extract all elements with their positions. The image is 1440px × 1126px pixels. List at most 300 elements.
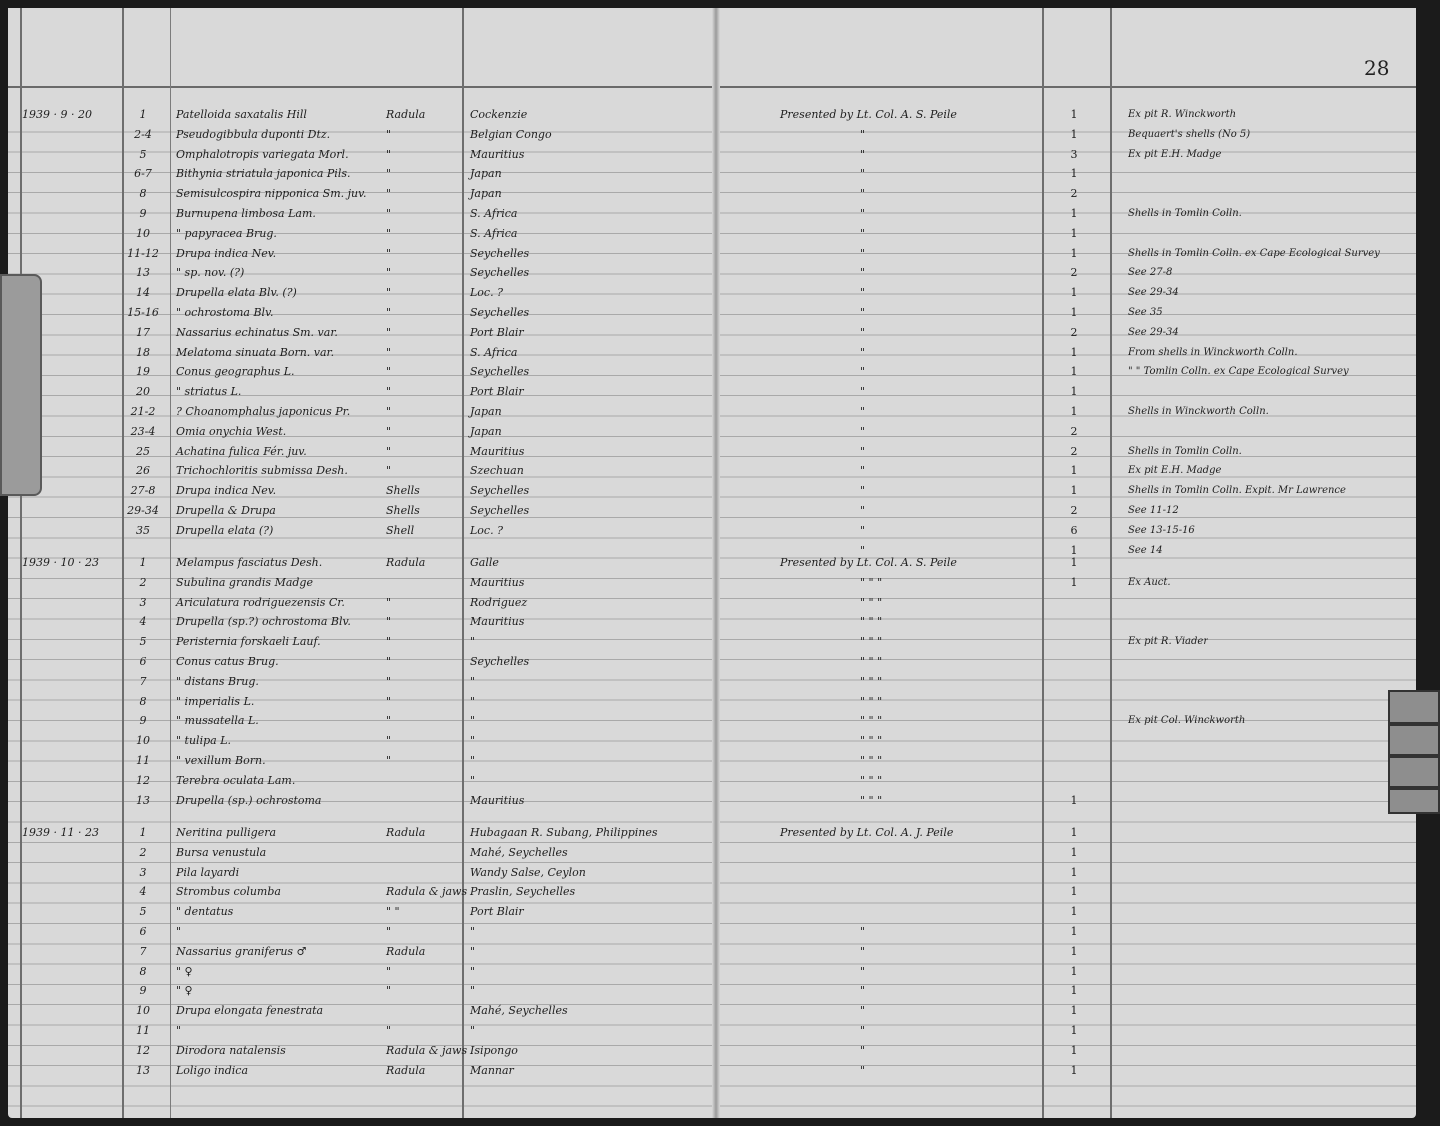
locality: " [470, 714, 476, 728]
locality: S. Africa [470, 345, 518, 359]
donor: " " " [860, 615, 883, 629]
donor: " " " [860, 635, 883, 649]
specimen-part: " [386, 306, 392, 319]
donor: " [860, 187, 866, 201]
remarks: Ex pit Col. Winckworth [1128, 715, 1246, 727]
species-name: Achatina fulica Fér. juv. [176, 444, 307, 458]
species-name: Nassarius graniferus ♂ [176, 944, 307, 958]
species-name: " ochrostoma Blv. [176, 306, 274, 319]
specimen-count: 1 [1070, 365, 1078, 379]
entry-number: 4 [139, 615, 147, 629]
entry-number: 8 [139, 694, 147, 708]
specimen-count: 2 [1070, 325, 1078, 339]
species-name: Drupella (sp.) ochrostoma [176, 793, 322, 807]
donor: " " " [860, 595, 883, 609]
specimen-count: 1 [1070, 865, 1078, 879]
locality: Szechuan [470, 464, 524, 478]
donor: " " " [860, 754, 883, 767]
species-name: " ♀ [176, 964, 193, 978]
locality: Mauritius [470, 147, 525, 161]
specimen-count: 1 [1070, 944, 1078, 958]
entry-number: 6-7 [134, 167, 152, 181]
specimen-part: " [386, 925, 392, 938]
entry-date: 1939 · 11 · 23 [22, 826, 99, 839]
remarks: Shells in Tomlin Colln. Expit. Mr Lawrence [1128, 485, 1346, 497]
specimen-count: 1 [1070, 226, 1078, 240]
locality: Belgian Congo [470, 127, 552, 141]
entry-number: 7 [139, 944, 147, 958]
entry-number: 12 [136, 773, 150, 787]
header-rule-right [720, 86, 1416, 88]
donor: " [860, 504, 866, 517]
specimen-part: " [386, 424, 392, 438]
species-name: Melampus fasciatus Desh. [176, 556, 323, 569]
remarks: Shells in Tomlin Colln. ex Cape Ecological Survey [1128, 247, 1380, 259]
species-name: Patelloida saxatalis Hill [176, 108, 307, 121]
donor: " " " [860, 655, 883, 668]
donor: " [860, 1024, 866, 1037]
specimen-part: Radula [386, 944, 426, 958]
locality: Seychelles [470, 266, 530, 280]
locality: " [470, 754, 476, 767]
locality: Japan [470, 167, 502, 181]
donor: " [860, 405, 866, 418]
locality: " [470, 773, 476, 787]
species-name: " papyracea Brug. [176, 226, 277, 240]
specimen-part: Radula [386, 556, 426, 569]
entry-number: 3 [139, 865, 147, 879]
donor: " " " [860, 674, 883, 688]
entry-number: 3 [139, 595, 147, 609]
species-name: Conus geographus L. [176, 365, 295, 379]
entry-number: 8 [139, 964, 147, 978]
species-name: Ariculatura rodriguezensis Cr. [176, 595, 345, 609]
donor: " [860, 984, 866, 998]
left-page [8, 8, 716, 1118]
species-name: Omia onychia West. [176, 424, 287, 438]
locality: " [470, 635, 476, 649]
species-name: " mussatella L. [176, 714, 259, 728]
species-name: Strombus columba [176, 885, 281, 899]
remarks: From shells in Winckworth Colln. [1128, 346, 1298, 358]
locality: " [470, 694, 476, 708]
locality: Mauritius [470, 615, 525, 629]
remarks: Ex pit E.H. Madge [1128, 465, 1222, 477]
specimen-count: 1 [1070, 246, 1078, 260]
specimen-count: 2 [1070, 424, 1078, 438]
specimen-count: 1 [1070, 464, 1078, 478]
specimen-count: 1 [1070, 484, 1078, 498]
species-name: " [176, 925, 182, 938]
specimen-part: " [386, 964, 392, 978]
species-name: " vexillum Born. [176, 754, 266, 767]
remarks: See 35 [1128, 307, 1163, 318]
specimen-count: 1 [1070, 167, 1078, 181]
species-name: Conus catus Brug. [176, 655, 279, 668]
column-line [462, 8, 464, 1118]
locality: Seychelles [470, 484, 530, 498]
entry-number: 9 [139, 207, 147, 220]
locality: Mahé, Seychelles [470, 1004, 568, 1018]
specimen-count: 2 [1070, 444, 1078, 458]
book-spine [712, 8, 720, 1118]
specimen-part: Radula & jaws [386, 1043, 468, 1057]
specimen-count: 1 [1070, 984, 1078, 998]
specimen-part: Radula [386, 108, 426, 121]
locality: " [470, 1024, 476, 1037]
entry-number: 10 [136, 1004, 150, 1018]
specimen-part: " [386, 595, 392, 609]
donor: " [860, 226, 866, 240]
entry-number: 9 [139, 714, 147, 728]
specimen-part: Radula [386, 826, 426, 839]
specimen-part: " [386, 1024, 392, 1037]
specimen-part: Radula [386, 1063, 426, 1077]
specimen-part: " [386, 655, 392, 668]
entry-number: 29-34 [127, 504, 159, 517]
specimen-count: 1 [1070, 1043, 1078, 1057]
specimen-part: " [386, 444, 392, 458]
donor: " [860, 385, 866, 399]
species-name: Drupella & Drupa [176, 504, 276, 517]
donor: " " " [860, 714, 883, 728]
species-name: Pila layardi [176, 865, 240, 879]
donor: " [860, 167, 866, 181]
species-name: " imperialis L. [176, 694, 255, 708]
specimen-count: 1 [1070, 885, 1078, 899]
donor: Presented by Lt. Col. A. S. Peile [780, 556, 957, 569]
entry-number: 6 [139, 925, 147, 938]
locality: " [470, 984, 476, 998]
specimen-part: " [386, 984, 392, 998]
specimen-part: " [386, 345, 392, 359]
donor: " [860, 365, 866, 379]
specimen-part: " [386, 694, 392, 708]
species-name: Melatoma sinuata Born. var. [176, 345, 335, 359]
entry-number: 1 [139, 556, 147, 569]
species-name: " tulipa L. [176, 734, 231, 748]
specimen-count: 1 [1070, 826, 1078, 839]
specimen-part: " [386, 207, 392, 220]
locality: " [470, 944, 476, 958]
donor: " [860, 207, 866, 220]
locality: Rodriguez [470, 595, 528, 609]
donor: " [860, 345, 866, 359]
entry-number: 20 [136, 385, 150, 399]
specimen-count: 1 [1070, 1024, 1078, 1037]
specimen-count: 1 [1070, 845, 1078, 859]
locality: S. Africa [470, 226, 518, 240]
species-name: " striatus L. [176, 385, 242, 399]
specimen-part: " [386, 365, 392, 379]
specimen-part: " [386, 405, 392, 418]
species-name: Neritina pulligera [176, 826, 277, 839]
species-name: Drupella (sp.?) ochrostoma Blv. [176, 615, 351, 629]
locality: Loc. ? [470, 523, 503, 537]
header-rule-left [8, 86, 712, 88]
specimen-part: " [386, 615, 392, 629]
specimen-count: 1 [1070, 405, 1078, 418]
entry-number: 2 [139, 575, 147, 589]
entry-number: 17 [136, 325, 150, 339]
specimen-part: " " [386, 905, 400, 919]
donor: " [860, 925, 866, 938]
species-name: Loligo indica [176, 1063, 249, 1077]
remarks: Ex pit R. Viader [1128, 636, 1209, 648]
specimen-part: Shell [386, 523, 415, 537]
entry-number: 26 [136, 464, 150, 478]
specimen-count: 1 [1070, 1063, 1078, 1077]
specimen-count: 1 [1070, 1004, 1078, 1018]
remarks: See 29-34 [1128, 326, 1179, 338]
specimen-count: 1 [1070, 306, 1078, 319]
donor: " [860, 944, 866, 958]
entry-number: 18 [136, 345, 150, 359]
entry-number: 1 [139, 826, 147, 839]
species-name: Peristernia forskaeli Lauf. [176, 635, 321, 649]
specimen-part: " [386, 674, 392, 688]
locality: Mauritius [470, 793, 525, 807]
locality: Seychelles [470, 655, 530, 668]
specimen-count: 1 [1070, 207, 1078, 220]
specimen-part: " [386, 187, 392, 201]
remarks: See 11-12 [1128, 505, 1179, 516]
entry-number: 11-12 [127, 246, 159, 260]
locality: " [470, 964, 476, 978]
specimen-part: " [386, 266, 392, 280]
entry-number: 21-2 [130, 405, 156, 418]
remarks: See 13-15-16 [1128, 524, 1195, 536]
locality: Isipongo [470, 1043, 518, 1057]
locality: Mauritius [470, 444, 525, 458]
entry-number: 2 [139, 845, 147, 859]
locality: Japan [470, 187, 502, 201]
donor: " [860, 543, 866, 557]
donor: " " " [860, 694, 883, 708]
remarks: Shells in Winckworth Colln. [1128, 406, 1269, 417]
locality: Port Blair [470, 325, 524, 339]
specimen-count: 6 [1070, 523, 1078, 537]
species-name: " [176, 1024, 182, 1037]
donor: " [860, 325, 866, 339]
specimen-count: 1 [1070, 905, 1078, 919]
specimen-part: " [386, 754, 392, 767]
locality: Galle [470, 556, 499, 569]
remarks: Bequaert's shells (No 5) [1128, 128, 1251, 140]
locality: Port Blair [470, 385, 524, 399]
specimen-count: 1 [1070, 385, 1078, 399]
entry-number: 23-4 [130, 424, 156, 438]
species-name: " distans Brug. [176, 674, 259, 688]
specimen-count: 1 [1070, 127, 1078, 141]
species-name: Subulina grandis Madge [176, 575, 313, 589]
locality: Japan [470, 424, 502, 438]
specimen-part: " [386, 385, 392, 399]
remarks: See 29-34 [1128, 287, 1179, 299]
donor: " [860, 444, 866, 458]
remarks: See 27-8 [1128, 267, 1173, 279]
page-number: 28 [1364, 56, 1390, 80]
locality: Loc. ? [470, 286, 503, 300]
entry-number: 8 [139, 187, 147, 201]
specimen-part: " [386, 167, 392, 181]
specimen-part: " [386, 714, 392, 728]
entry-number: 11 [136, 754, 150, 767]
species-name: Drupa elongata fenestrata [176, 1004, 324, 1018]
locality: " [470, 925, 476, 938]
donor: " [860, 424, 866, 438]
species-name: Drupa indica Nev. [176, 484, 277, 498]
locality: Port Blair [470, 905, 524, 919]
specimen-count: 1 [1070, 543, 1078, 557]
entry-number: 14 [136, 286, 150, 300]
locality: S. Africa [470, 207, 518, 220]
remarks: Ex Auct. [1128, 576, 1171, 588]
donor: " [860, 1063, 866, 1077]
locality: Cockenzie [470, 108, 528, 121]
entry-number: 6 [139, 655, 147, 668]
donor: " [860, 523, 866, 537]
remarks: " " Tomlin Colln. ex Cape Ecological Survey [1128, 366, 1349, 378]
remarks: Shells in Tomlin Colln. [1128, 208, 1242, 219]
specimen-part: " [386, 147, 392, 161]
specimen-count: 1 [1070, 286, 1078, 300]
specimen-count: 3 [1070, 147, 1078, 161]
species-name: Semisulcospira nipponica Sm. juv. [176, 187, 367, 201]
specimen-count: 2 [1070, 266, 1078, 280]
remarks: Ex pit R. Winckworth [1128, 109, 1237, 120]
species-name: Drupa indica Nev. [176, 246, 277, 260]
entry-number: 5 [139, 635, 147, 649]
entry-number: 19 [136, 365, 150, 379]
entry-number: 10 [136, 734, 150, 748]
locality: Mannar [470, 1063, 514, 1077]
entry-number: 5 [139, 147, 147, 161]
locality: Seychelles [470, 504, 530, 517]
bookmark-tab [0, 274, 42, 496]
column-line [1110, 8, 1112, 1118]
donor: " " " [860, 734, 883, 748]
species-name: Omphalotropis variegata Morl. [176, 147, 349, 161]
donor: " [860, 127, 866, 141]
donor: " [860, 484, 866, 498]
specimen-part: " [386, 286, 392, 300]
specimen-count: 2 [1070, 187, 1078, 201]
entry-number: 27-8 [130, 484, 156, 498]
donor: " [860, 266, 866, 280]
species-name: Burnupena limbosa Lam. [176, 207, 316, 220]
entry-number: 1 [139, 108, 147, 121]
specimen-part: " [386, 464, 392, 478]
entry-number: 11 [136, 1024, 150, 1037]
species-name: " dentatus [176, 905, 234, 919]
donor: " [860, 1043, 866, 1057]
remarks: Ex pit E.H. Madge [1128, 148, 1222, 160]
donor: " " " [860, 773, 883, 787]
locality: Wandy Salse, Ceylon [470, 865, 586, 879]
specimen-part: " [386, 226, 392, 240]
locality: Mauritius [470, 575, 525, 589]
specimen-count: 1 [1070, 108, 1078, 121]
species-name: " ♀ [176, 984, 193, 998]
species-name: Drupella elata Blv. (?) [176, 286, 297, 300]
species-name: ? Choanomphalus japonicus Pr. [176, 405, 351, 418]
remarks: See 14 [1128, 544, 1163, 556]
locality: Hubagaan R. Subang, Philippines [470, 826, 658, 839]
specimen-part: Shells [386, 484, 420, 498]
entry-number: 10 [136, 226, 150, 240]
donor: " [860, 464, 866, 478]
species-name: Drupella elata (?) [176, 523, 274, 537]
entry-number: 2-4 [134, 127, 152, 141]
locality: Japan [470, 405, 502, 418]
donor: " [860, 306, 866, 319]
entry-number: 9 [139, 984, 147, 998]
specimen-count: 1 [1070, 793, 1078, 807]
specimen-part: " [386, 127, 392, 141]
species-name: Bursa venustula [176, 845, 267, 859]
remarks: Shells in Tomlin Colln. [1128, 445, 1242, 457]
entry-number: 12 [136, 1043, 150, 1057]
specimen-count: 1 [1070, 345, 1078, 359]
specimen-part: " [386, 246, 392, 260]
specimen-part: Shells [386, 504, 420, 517]
locality: " [470, 674, 476, 688]
specimen-part: " [386, 734, 392, 748]
donor: " [860, 1004, 866, 1018]
column-line [170, 8, 171, 1118]
locality: Mahé, Seychelles [470, 845, 568, 859]
binder-clip [1388, 690, 1440, 814]
locality: Seychelles [470, 246, 530, 260]
entry-number: 15-16 [127, 306, 159, 319]
species-name: Nassarius echinatus Sm. var. [176, 325, 338, 339]
species-name: Pseudogibbula duponti Dtz. [176, 127, 331, 141]
locality: " [470, 734, 476, 748]
specimen-count: 1 [1070, 575, 1078, 589]
species-name: " sp. nov. (?) [176, 266, 245, 280]
species-name: Bithynia striatula japonica Pils. [176, 167, 351, 181]
column-line [1042, 8, 1044, 1118]
donor: " " " [860, 575, 883, 589]
donor: " [860, 246, 866, 260]
entry-number: 13 [136, 266, 150, 280]
entry-number: 4 [139, 885, 147, 899]
locality: Seychelles [470, 306, 530, 319]
locality: Seychelles [470, 365, 530, 379]
locality: Praslin, Seychelles [470, 885, 576, 899]
entry-number: 13 [136, 1063, 150, 1077]
donor: Presented by Lt. Col. A. S. Peile [780, 108, 957, 121]
donor: " [860, 147, 866, 161]
species-name: Dirodora natalensis [176, 1043, 286, 1057]
species-name: Terebra oculata Lam. [176, 773, 296, 787]
entry-date: 1939 · 9 · 20 [22, 108, 92, 121]
entry-number: 7 [139, 674, 147, 688]
entry-date: 1939 · 10 · 23 [22, 556, 99, 569]
specimen-count: 1 [1070, 556, 1078, 569]
specimen-part: " [386, 325, 392, 339]
entry-number: 5 [139, 905, 147, 919]
donor: " " " [860, 793, 883, 807]
donor: Presented by Lt. Col. A. J. Peile [780, 826, 954, 839]
donor: " [860, 286, 866, 300]
donor: " [860, 964, 866, 978]
entry-number: 35 [136, 523, 150, 537]
species-name: Trichochloritis submissa Desh. [176, 464, 348, 478]
specimen-count: 1 [1070, 964, 1078, 978]
specimen-count: 1 [1070, 925, 1078, 938]
